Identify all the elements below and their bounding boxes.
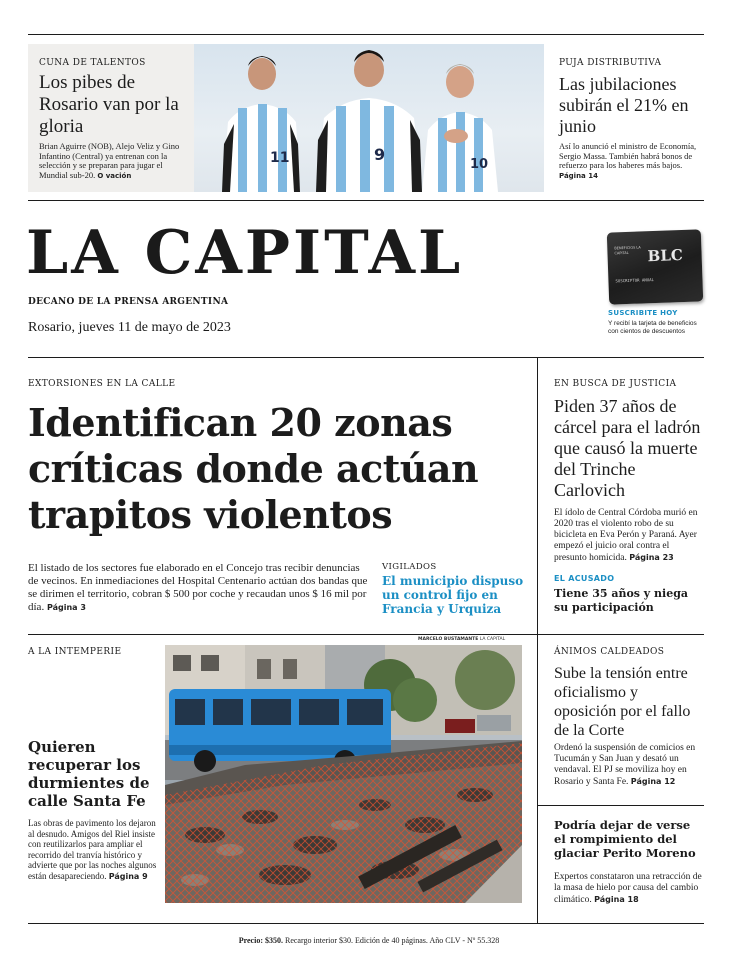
street-photo-illustration bbox=[165, 645, 522, 903]
carlovich-bottom-rule bbox=[538, 634, 704, 635]
benefits-card[interactable] bbox=[607, 229, 703, 304]
glaciar-page-ref: Página 18 bbox=[594, 895, 639, 904]
player-number-11: 11 bbox=[270, 150, 290, 166]
player-veliz bbox=[316, 50, 422, 192]
corte-bottom-rule bbox=[538, 805, 704, 806]
masthead-date: Rosario, jueves 11 de mayo de 2023 bbox=[28, 320, 231, 335]
footer-rest: Recargo interior $30. Edición de 40 páginas. Año CLV - Nº 55.328 bbox=[284, 936, 500, 945]
carlovich-sub-kicker: EL ACUSADO bbox=[554, 574, 615, 583]
lead-bottom-rule bbox=[28, 634, 537, 635]
promo-left-body-text: Brian Aguirre (NOB), Alejo Veliz y Gino Infantino (Central) ya entrenan con la selección y se preparan para jugar el Mundial sub-20. bbox=[39, 141, 180, 180]
corte-page-ref: Página 12 bbox=[630, 777, 676, 786]
footer-rule bbox=[28, 923, 704, 924]
player-number-9: 9 bbox=[374, 145, 386, 164]
footer-line bbox=[0, 936, 738, 945]
durmientes-page-ref: Página 9 bbox=[108, 871, 148, 881]
promo-right-kicker: PUJA DISTRIBUTIVA bbox=[559, 58, 662, 68]
photo-credit bbox=[418, 637, 505, 642]
corte-body bbox=[554, 743, 704, 788]
lead-kicker: EXTORSIONES EN LA CALLE bbox=[28, 379, 176, 389]
lead-side-kicker: VIGILADOS bbox=[382, 562, 437, 572]
promo-right-page-ref: Página 14 bbox=[559, 171, 598, 180]
corte-body-text: Ordenó la suspensión de comicios en Tucumán y San Juan y desató un vendaval. El PJ se moviliza hoy en Rosario y Santa Fe. bbox=[554, 743, 696, 787]
subscribe-text: Y recibí la tarjeta de beneficios con cientos de descuentos bbox=[608, 320, 697, 335]
players-illustration bbox=[194, 44, 544, 192]
carlovich-kicker: EN BUSCA DE JUSTICIA bbox=[554, 379, 677, 389]
durmientes-kicker: A LA INTEMPERIE bbox=[28, 647, 122, 657]
players-photo[interactable] bbox=[194, 44, 544, 192]
top-rule bbox=[28, 34, 704, 35]
street-photo[interactable] bbox=[165, 645, 522, 903]
promo-left-page-ref: O vación bbox=[97, 171, 132, 180]
durmientes-body bbox=[28, 818, 158, 882]
card-logo: BLC bbox=[647, 246, 684, 266]
glaciar-body-text: Expertos constataron una retracción de la masa de hielo por causa del cambio climático. bbox=[554, 872, 702, 905]
masthead-subtitle: DECANO DE LA PRENSA ARGENTINA bbox=[28, 297, 229, 307]
promo-right-headline[interactable]: Las jubilaciones subirán el 21% en junio bbox=[559, 74, 689, 136]
corte-headline[interactable]: Sube la tensión entre oficialismo y oposición por el fallo de la Corte bbox=[554, 665, 691, 739]
promo-left-body bbox=[39, 142, 187, 181]
carlovich-body bbox=[554, 508, 704, 564]
player-infantino bbox=[422, 64, 498, 192]
photo-credit-outlet: LA CAPITAL bbox=[479, 637, 506, 642]
glaciar-body bbox=[554, 872, 704, 906]
lead-page-ref: Página 3 bbox=[46, 603, 86, 612]
footer-price: Precio: $350. bbox=[238, 936, 283, 945]
promo-right-body-text: Así lo anunció el ministro de Economía, Sergio Massa. También habrá bonos de refuerzo para los haberes más bajos. bbox=[559, 141, 697, 170]
carlovich-body-text: El ídolo de Central Córdoba murió en 2020 tras el violento robo de su bicicleta en Eva Perón y Paraná. Ayer empezó el juicio oral contra el presunto homicida. bbox=[554, 508, 698, 563]
subscribe-label[interactable]: SUSCRIBITE HOY bbox=[608, 309, 678, 317]
masthead-title[interactable]: LA CAPITAL bbox=[26, 218, 464, 288]
lead-body bbox=[28, 562, 368, 614]
carlovich-sub-headline[interactable]: Tiene 35 años y niega su participación bbox=[554, 587, 689, 614]
durmientes-body-text: Las obras de pavimento los dejaron al desnudo. Amigos del Riel insiste con reutilizarlos para ampliar el recorrido del tranvía histórico y advierte que por las noches algunos están desapareciendo. bbox=[28, 818, 157, 881]
durmientes-headline[interactable]: Quieren recuperar los durmientes de calle Santa Fe bbox=[28, 738, 150, 810]
lead-body-text: El listado de los sectores fue elaborado en el Concejo tras recibir denuncias de vecinos. En inmediaciones del Hospital Centenario actúan dos bandas que se dirimen el territorio, cobran $ 500 por coche y recaudan unos $ 16 mil por día. bbox=[28, 562, 368, 613]
glaciar-headline[interactable]: Podría dejar de verse el rompimiento del glaciar Perito Moreno bbox=[554, 818, 696, 860]
player-aguirre bbox=[222, 56, 300, 192]
carlovich-headline[interactable]: Piden 37 años de cárcel para el ladrón que causó la muerte del Trinche Carlovich bbox=[554, 396, 701, 500]
promo-left-headline[interactable]: Los pibes de Rosario van por la gloria bbox=[39, 72, 179, 137]
promo-left-kicker: CUNA DE TALENTOS bbox=[39, 58, 146, 68]
masthead-bottom-rule bbox=[28, 357, 704, 358]
promo-bottom-rule bbox=[28, 200, 704, 201]
photo-credit-name: MARCELO BUSTAMANTE bbox=[418, 637, 479, 642]
right-column-divider bbox=[537, 357, 538, 923]
player-number-10: 10 bbox=[470, 157, 489, 172]
carlovich-page-ref: Página 23 bbox=[629, 553, 674, 562]
card-name: SUSCRIPTOR ANUAL bbox=[615, 277, 655, 284]
lead-headline[interactable]: Identifican 20 zonas críticas donde actúan trapitos violentos bbox=[28, 400, 479, 537]
lead-side-headline[interactable]: El municipio dispuso un control fijo en Francia y Urquiza bbox=[382, 574, 524, 616]
card-small-text: BENEFICIOS LA CAPITAL bbox=[614, 245, 641, 255]
corte-kicker: ÁNIMOS CALDEADOS bbox=[554, 647, 665, 657]
promo-right-body bbox=[559, 142, 709, 181]
